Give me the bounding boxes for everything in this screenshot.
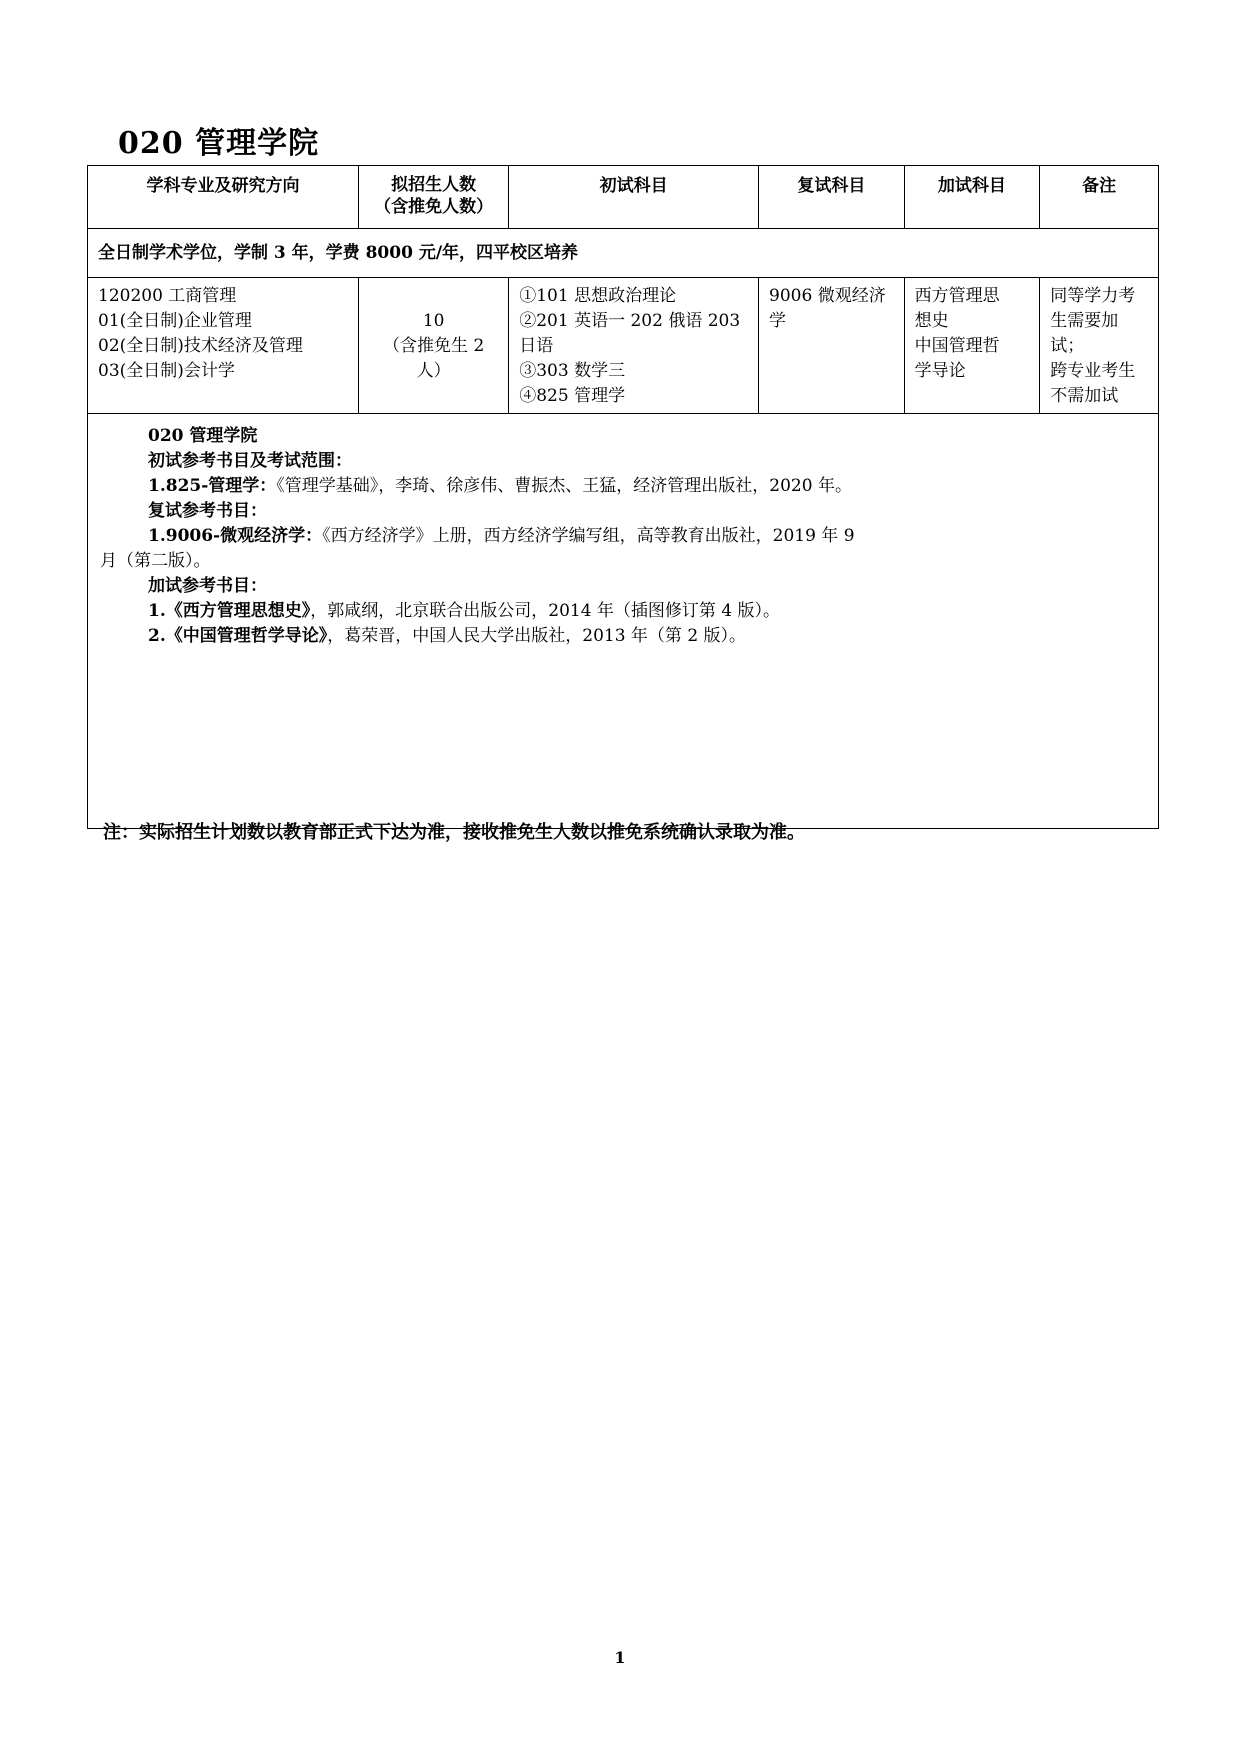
table-row <box>88 278 1159 414</box>
extra-reference-item-2: 2.《中国管理哲学导论》，葛荣晋，中国人民大学出版社，2013 年（第 2 版）。 <box>148 626 747 646</box>
initial-exam-cell: ①101 思想政治理论 ②201 英语一 202 俄语 203 日语 ③303 数学三 ④825 管理学 <box>509 278 759 414</box>
major-cell: 120200 工商管理 01(全日制)企业管理 02(全日制)技术经济及管理 03(全日制)会计学 <box>88 278 359 414</box>
extra-references-heading: 加试参考书目： <box>148 576 267 596</box>
admissions-table <box>87 165 1159 829</box>
retest-reference-item-continued: 月（第二版）。 <box>100 551 211 571</box>
remarks-cell: 同等学力考 生需要加 试； 跨专业考生 不需加试 <box>1040 278 1159 414</box>
header-enrollment: 拟招生人数 （含推免人数） <box>359 166 509 229</box>
retest-reference-item: 1.9006-微观经济学：《西方经济学》上册，西方经济学编写组，高等教育出版社，2019 年 9 <box>148 526 855 546</box>
retest-references-heading: 复试参考书目： <box>148 501 267 521</box>
header-initial-exam: 初试科目 <box>509 166 759 229</box>
program-info-row <box>88 229 1159 278</box>
references-college: 020 管理学院 <box>148 426 258 446</box>
header-retest: 复试科目 <box>759 166 905 229</box>
table-header-row <box>88 166 1159 229</box>
program-info: 全日制学术学位，学制 3 年，学费 8000 元/年，四平校区培养 <box>88 229 1159 278</box>
extra-exam-cell: 西方管理思 想史 中国管理哲 学导论 <box>904 278 1040 414</box>
references-section <box>88 414 1159 829</box>
initial-references-heading: 初试参考书目及考试范围： <box>148 451 352 471</box>
footnote: 注：实际招生计划数以教育部正式下达为准，接收推免生人数以推免系统确认录取为准。 <box>103 822 805 843</box>
retest-cell: 9006 微观经济 学 <box>759 278 905 414</box>
initial-reference-item: 1.825-管理学：《管理学基础》，李琦、徐彦伟、曹振杰、王猛，经济管理出版社，2020 年。 <box>148 476 852 496</box>
extra-reference-item-1: 1.《西方管理思想史》，郭咸纲，北京联合出版公司，2014 年（插图修订第 4 版）。 <box>148 601 781 621</box>
header-remarks: 备注 <box>1040 166 1159 229</box>
page-title: 020 管理学院 <box>118 126 320 161</box>
header-major: 学科专业及研究方向 <box>88 166 359 229</box>
references-row <box>88 414 1159 829</box>
enrollment-cell: 10 （含推免生 2 人） <box>359 278 509 414</box>
page-number: 1 <box>614 1648 626 1667</box>
header-extra-exam: 加试科目 <box>904 166 1040 229</box>
